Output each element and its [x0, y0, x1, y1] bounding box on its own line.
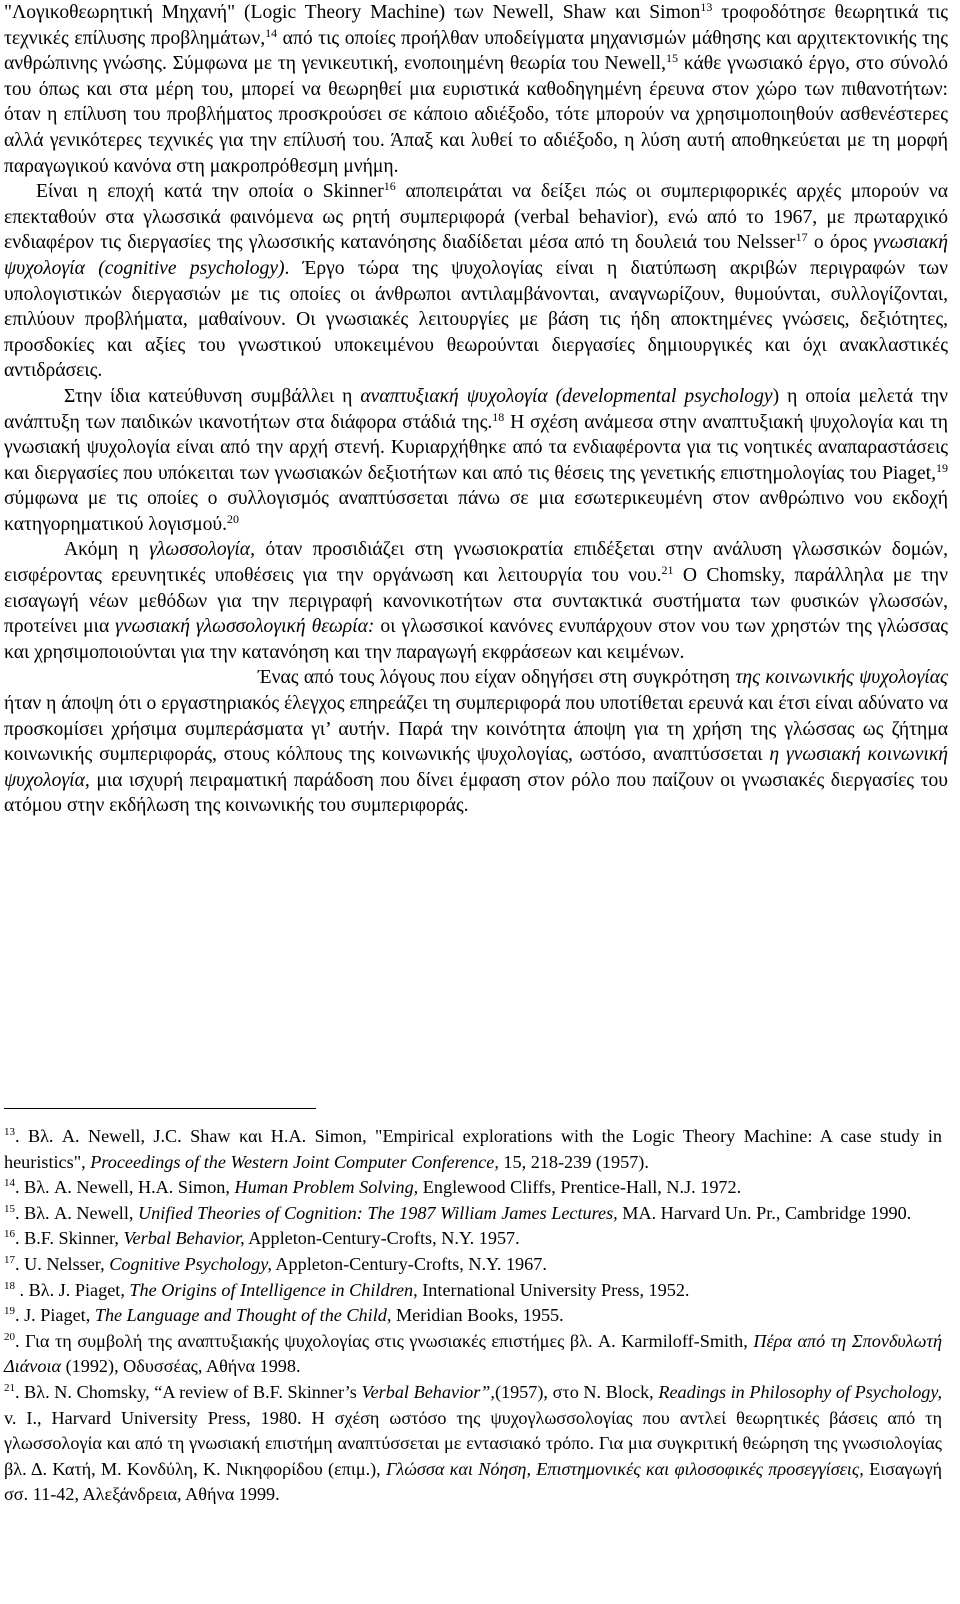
footnote-16: $^{16}$. B.F. Skinner, Verbal Behavior, Appleton-Century-Crofts, N.Y. 1957. [4, 1228, 520, 1249]
paragraph-5: Ένας από τους λόγους που είχαν οδηγήσει στη συγκρότηση της κοινωνικής ψυχολογίας ήταν η άποψη ότι ο εργαστηριακός έλεγχος επηρεάζει τη συμπεριφορά που υποτίθεται ερευνά και έτσι είναι αδύνατο να προσκομίσει χρήσιμα συμπεράσματα γι’ αυτήν. Παρά την κοινότητα άποψη για τη χρήση της γλώσσας ως ζήτημα κοινωνικής συμπεριφοράς, στους κόλπους της κοινωνικής ψυχολογίας, ωστόσο, αναπτύσσεται η γνωσιακή κοινωνική ψυχολογία, μια ισχυρή πειραματική παράδοση που δίνει έμφαση στον ρόλο που παίζουν οι γνωσιακές διεργασίες του ατόμου στην εκδήλωση της κοινωνικής του συμπεριφοράς. [4, 667, 948, 817]
footnote-15: $^{15}$. Βλ. A. Newell, Unified Theories of Cognition: The 1987 William James Lectures, MA. Harvard Un. Pr., Cambridge 1990. [4, 1202, 912, 1223]
footnote-17: $^{17}$. U. Nelsser, Cognitive Psychology, Appleton-Century-Crofts, N.Y. 1967. [4, 1253, 547, 1274]
footnote-13: $^{13}$. Βλ. A. Newell, J.C. Shaw και H.A. Simon, "Empirical explorations with the Logic Theory Machine: A case study in heuristics", Proceedings of the Western Joint Computer Conference, 15, 218-239 (1957). [4, 1126, 942, 1172]
footnotes [4, 1124, 942, 1508]
footnote-18: $^{18}$ . Βλ. J. Piaget, The Origins of Intelligence in Children, International University Press, 1952. [4, 1279, 690, 1300]
footnote-14: $^{14}$. Βλ. A. Newell, H.A. Simon, Human Problem Solving, Englewood Cliffs, Prentice-Hall, N.J. 1972. [4, 1177, 742, 1198]
paragraph-4: Ακόμη η γλωσσολογία, όταν προσιδιάζει στη γνωσιοκρατία επιδέξεται στην ανάλυση γλωσσικών δομών, εισφέροντας ερευνητικές υποθέσεις για την οργάνωση και λειτουργία του νου.$^{21}$ Ο Chomsky, παράλληλα με την εισαγωγή νέων μεθόδων για την περιγραφή κανονικοτήτων στα συντακτικά συστήματα των φυσικών γλωσσών, προτείνει μια γνωσιακή γλωσσολογική θεωρία: οι γλωσσικοί κανόνες ενυπάρχουν στον νου των χρηστών της γλώσσας και χρησιμοποιούνται για την κατανόηση και την παραγωγή εκφράσεων και κειμένων. [4, 539, 948, 663]
paragraph-1: "Λογικοθεωρητική Μηχανή" (Logic Theory Machine) των Newell, Shaw και Simon$^{13}$ τροφοδότησε θεωρητικά τις τεχνικές επίλυσης προβλημάτων,$^{14}$ από τις οποίες προήλθαν υποδείγματα μηχανισμών μάθησης και αρχιτεκτονικής της ανθρώπινης γνώσης. Σύμφωνα με τη γενικευτική, ενοποιημένη θεωρία του Newell,$^{15}$ κάθε γνωσιακό έργο, στο σύνολό του όπως και στα μέρη του, μπορεί να θεωρηθεί μια ευριστικά καθοδηγημένη έρευνα στον χώρο των πιθανοτήτων: όταν η επίλυση του προβλήματος προσκρούσει σε κάποιο αδιέξοδο, τότε μπορούν να χρησιμοποιηθούν ασθενέστερες αλλά γενικότερες τεχνικές για την επίλυσή του. Άπαξ και λυθεί το αδιέξοδο, η λύση αυτή αποθηκεύεται με τη μορφή παραγωγικού κανόνα στη μακροπρόθεσμη μνήμη. [4, 0, 949, 177]
footnote-20: $^{20}$. Για τη συμβολή της αναπτυξιακής ψυχολογίας στις γνωσιακές επιστήμες βλ. A. Karmiloff-Smith, Πέρα από τη Σπονδυλωτή Διάνοια (1992), Οδυσσέας, Αθήνα 1998. [4, 1330, 942, 1377]
footnote-21: $^{21}$. Βλ. N. Chomsky, “A review of B.F. Skinner’s Verbal Behavior”,(1957), στο N. Block, Readings in Philosophy of Psychology, v. I., Harvard University Press, 1980. Η σχέση ωστόσο της ψυχογλωσσολογίας που αντλεί θεωρητικές βάσεις από τη γλωσσολογία και από τη γνωσιακή επιστήμη αναπτύσσεται με εντασιακό τρόπο. Για μια συγκριτική θεώρηση της γνωσιολογίας βλ. Δ. Κατή, Μ. Κονδύλη, Κ. Νικηφορίδου (επιμ.), Γλώσσα και Νόηση, Επιστημονικές και φιλοσοφικές προσεγγίσεις, Εισαγωγή σσ. 11-42, Αλεξάνδρεια, Αθήνα 1999. [4, 1381, 942, 1505]
paragraph-3: Στην ίδια κατεύθυνση συμβάλλει η αναπτυξιακή ψυχολογία (developmental psychology) η οποία μελετά την ανάπτυξη των παιδικών ικανοτήτων στα διάφορα στάδιά της.$^{18}$ Η σχέση ανάμεσα στην αναπτυξιακή ψυχολογία και τη γνωσιακή ψυχολογία είναι από την αρχή στενή. Κυριαρχήθηκε από τα ενδιαφέροντα για τις νοητικές αναπαραστάσεις και διεργασίες που υπόκειται των γνωσιακών δεξιοτήτων και από τις θέσεις της γενετικής επιστημολογίας του Piaget,$^{19}$ σύμφωνα με τις οποίες ο συλλογισμός αναπτύσσεται πάνω σε μια εσωτερικευμένη στον ανθρώπινο νου εκδοχή κατηγορηματικού λογισμού.$^{20}$ [4, 385, 948, 535]
paragraph-2: Είναι η εποχή κατά την οποία ο Skinner$^{16}$ αποπειράται να δείξει πώς οι συμπεριφορικές αρχές μπορούν να επεκταθούν στα γλωσσικά φαινόμενα ως ρητή συμπεριφορά (verbal behavior), ενώ από το 1967, με πρωταρχικό ενδιαφέρον τις διεργασίες της γλωσσικής κατανόησης διαδίδεται μέσα από τη δουλειά του Nelsser$^{17}$ ο όρος γνωσιακή ψυχολογία (cognitive psychology). Έργο τώρα της ψυχολογίας είναι η διατύπωση ακριβών περιγραφών των υπολογιστικών διεργασιών με τις οποίες οι άνθρωποι αντιλαμβάνονται, αναγνωρίζουν, θυμούνται, συλλογίζονται, επιλύουν προβλήματα, μαθαίνουν. Οι γνωσιακές λειτουργίες με βάση τις ήδη αποκτημένες γνώσεις, δεξιότητες, προσδοκίες και αξίες του γνωστικού υποκειμένου θεωρούνται διεργασίες δημιουργικές και όχι ανακλαστικές αντιδράσεις. [4, 179, 949, 382]
footnote-separator [4, 1108, 316, 1109]
footnote-19: $^{19}$. J. Piaget, The Language and Thought of the Child, Meridian Books, 1955. [4, 1305, 564, 1326]
document-page [4, 0, 948, 819]
body-text [4, 0, 948, 819]
